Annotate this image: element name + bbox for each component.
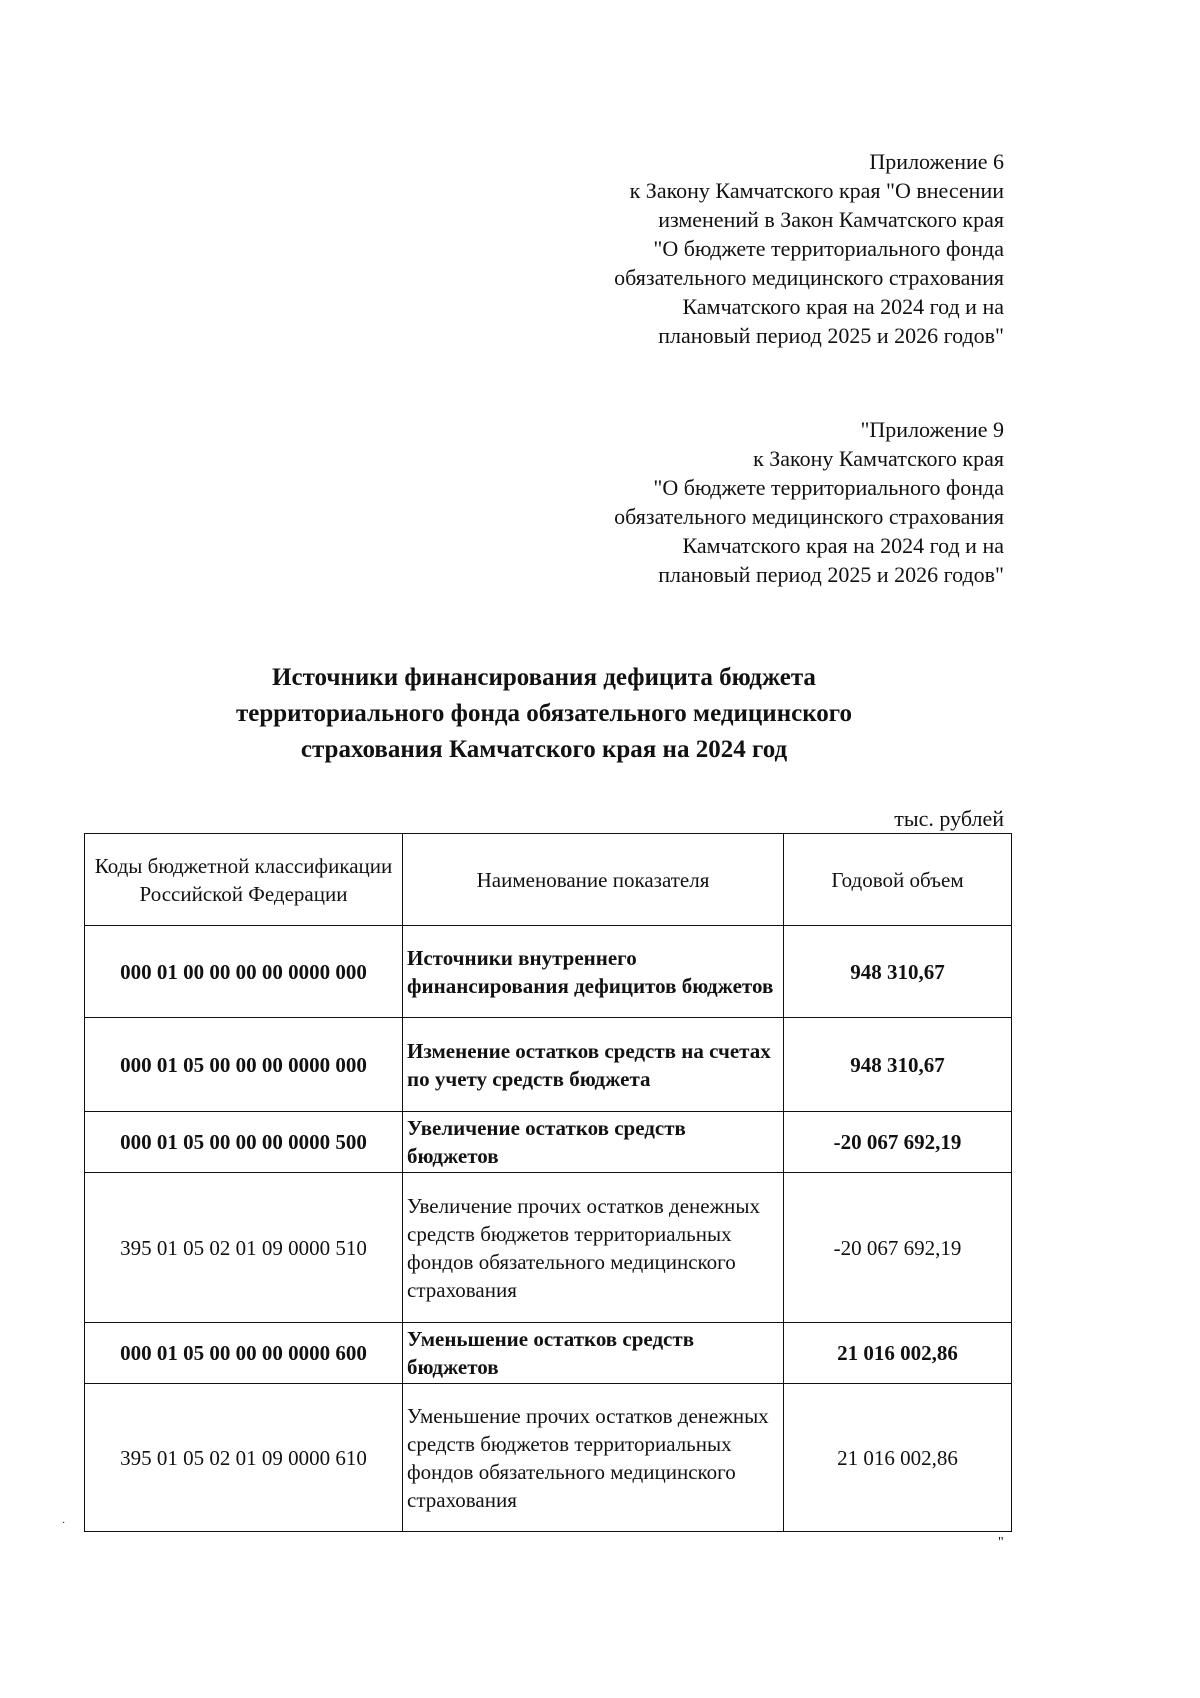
row-code: 395 01 05 02 01 09 0000 610	[85, 1384, 403, 1532]
row-code: 395 01 05 02 01 09 0000 510	[85, 1173, 403, 1323]
row-value: 21 016 002,86	[784, 1384, 1012, 1532]
annex-6-line: к Закону Камчатского края "О внесении	[629, 178, 1004, 203]
row-value: 948 310,67	[784, 1018, 1012, 1112]
annex-6-line: плановый период 2025 и 2026 годов"	[658, 323, 1004, 348]
header-name: Наименование показателя	[403, 834, 784, 926]
annex-9-line: "Приложение 9	[860, 417, 1004, 442]
row-name: Уменьшение прочих остатков денежных средств бюджетов территориальных фондов обязательного медицинского страхования	[403, 1384, 784, 1532]
annex-9-line: плановый период 2025 и 2026 годов"	[658, 562, 1004, 587]
document-title	[84, 660, 1004, 768]
annex-6-line: обязательного медицинского страхования	[614, 265, 1004, 290]
margin-mark: ·	[62, 1518, 66, 1529]
annex-6-reference	[614, 147, 1004, 350]
row-name: Источники внутреннего финансирования дефицитов бюджетов	[403, 926, 784, 1018]
header-value: Годовой объем	[784, 834, 1012, 926]
annex-9-line: обязательного медицинского страхования	[614, 504, 1004, 529]
row-name: Увеличение прочих остатков денежных средств бюджетов территориальных фондов обязательного медицинского страхования	[403, 1173, 784, 1323]
row-code: 000 01 05 00 00 00 0000 000	[85, 1018, 403, 1112]
row-code: 000 01 00 00 00 00 0000 000	[85, 926, 403, 1018]
row-name: Уменьшение остатков средств бюджетов	[403, 1323, 784, 1384]
financing-sources-table	[84, 833, 1012, 1532]
row-value: -20 067 692,19	[784, 1173, 1012, 1323]
closing-quote-mark: "	[998, 1535, 1004, 1550]
row-value: 21 016 002,86	[784, 1323, 1012, 1384]
units-label: тыс. рублей	[894, 806, 1004, 831]
table-row	[85, 1384, 1012, 1532]
table-row	[85, 926, 1012, 1018]
header-code: Коды бюджетной классификации Российской Федерации	[85, 834, 403, 926]
row-value: -20 067 692,19	[784, 1112, 1012, 1173]
annex-9-line: "О бюджете территориального фонда	[653, 475, 1004, 500]
annex-9-line: к Закону Камчатского края	[753, 446, 1004, 471]
row-name: Увеличение остатков средств бюджетов	[403, 1112, 784, 1173]
annex-9-line: Камчатского края на 2024 год и на	[682, 533, 1004, 558]
annex-6-line: изменений в Закон Камчатского края	[658, 207, 1004, 232]
row-value: 948 310,67	[784, 926, 1012, 1018]
title-line: Источники финансирования дефицита бюджета	[272, 664, 816, 691]
row-code: 000 01 05 00 00 00 0000 500	[85, 1112, 403, 1173]
table-row	[85, 1112, 1012, 1173]
title-line: страхования Камчатского края на 2024 год	[300, 736, 788, 763]
annex-6-line: Приложение 6	[869, 149, 1004, 174]
table-row	[85, 1018, 1012, 1112]
table-row	[85, 1173, 1012, 1323]
annex-6-line: Камчатского края на 2024 год и на	[682, 294, 1004, 319]
row-name: Изменение остатков средств на счетах по учету средств бюджета	[403, 1018, 784, 1112]
annex-6-line: "О бюджете территориального фонда	[653, 236, 1004, 261]
title-line: территориального фонда обязательного медицинского	[235, 700, 853, 727]
table-header-row	[85, 834, 1012, 926]
annex-9-reference	[614, 415, 1004, 589]
table-row	[85, 1323, 1012, 1384]
row-code: 000 01 05 00 00 00 0000 600	[85, 1323, 403, 1384]
